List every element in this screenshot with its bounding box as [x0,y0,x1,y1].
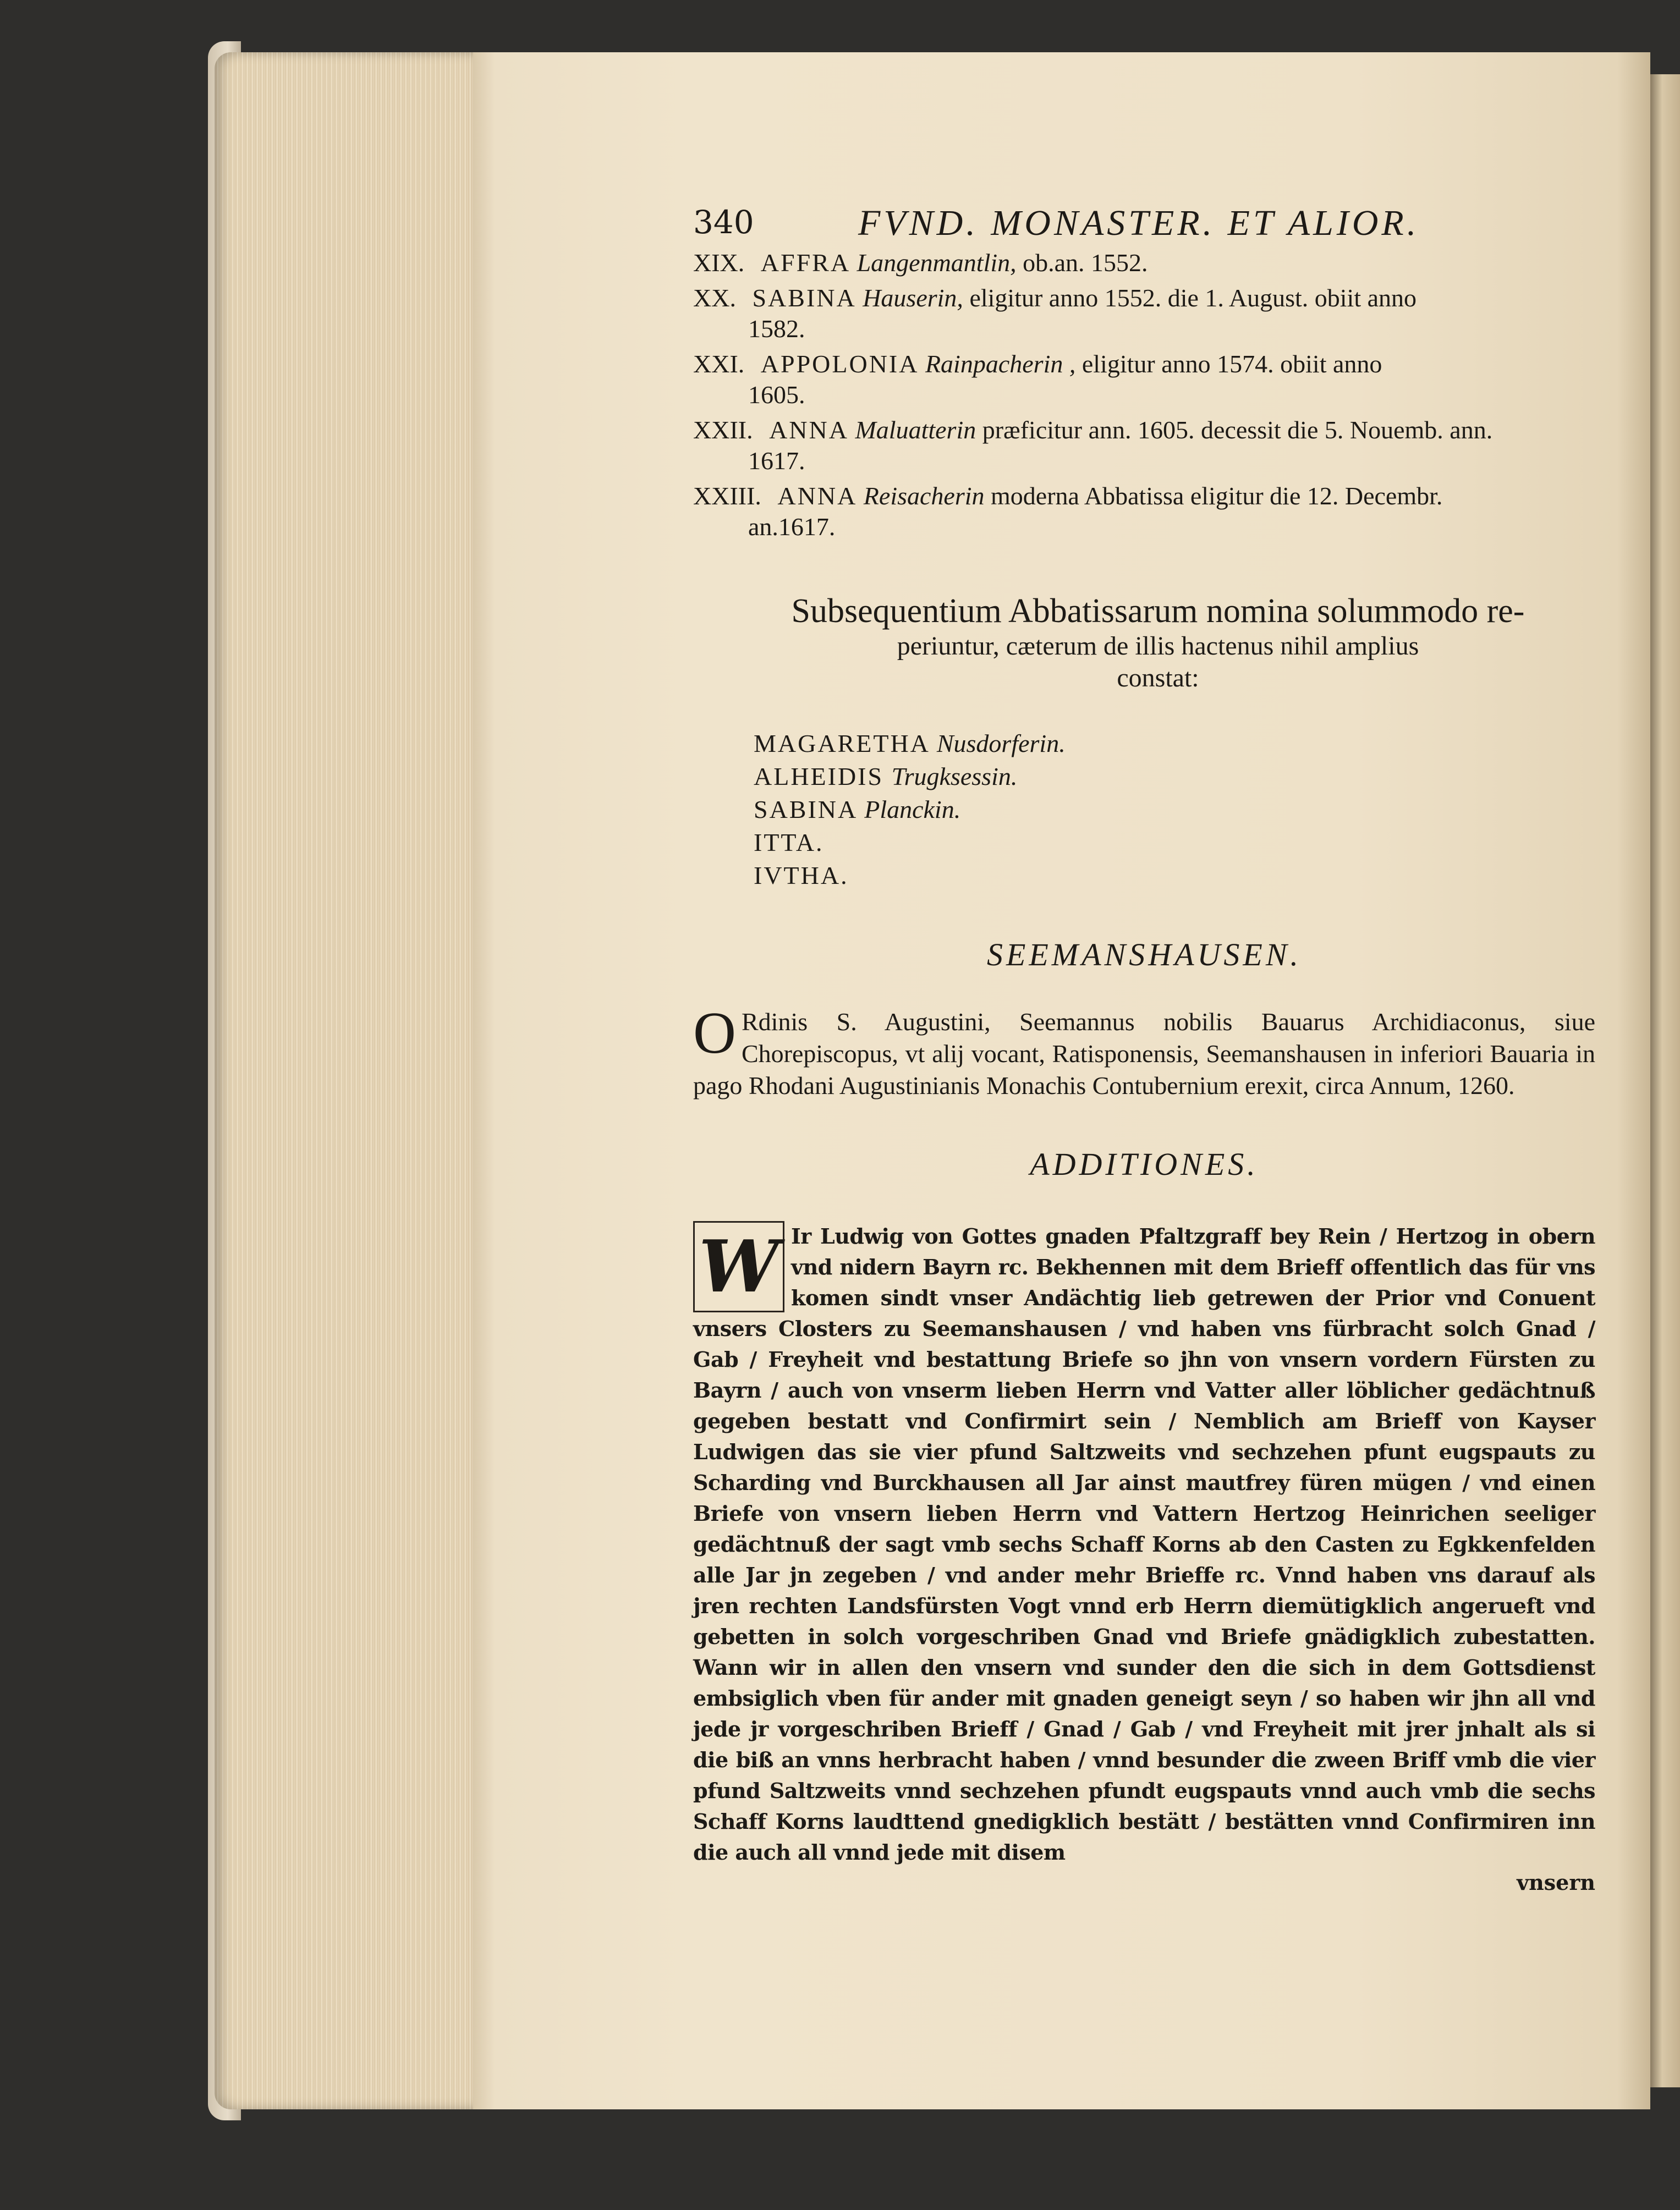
abbess-text: præficitur ann. 1605. decessit die 5. Nouemb. ann. [982,416,1493,444]
additiones-heading: ADDITIONES. [1030,1146,1259,1182]
abbess-surname: Langenmantlin, [857,249,1017,277]
abbess-name: ANNA [777,482,858,510]
abbess-name: MAGARETHA [754,729,929,757]
page-number: 340 [693,204,754,241]
abbess-surname: Rainpacherin , [925,350,1076,378]
catchword: vnsern [1517,1870,1595,1895]
section-heading-line: Subsequentium Abbatissarum nomina solummodo re- [791,592,1525,630]
abbess-list [693,248,1595,542]
abbess-text-continued: 1605. [748,381,805,409]
abbess-numeral: XIX. [693,249,745,277]
page-block-edge [215,52,473,2109]
list-item [754,826,1595,859]
seemanshausen-heading: SEEMANSHAUSEN. [986,937,1302,972]
abbess-text: eligitur anno 1552. die 1. August. obiit anno [969,284,1417,312]
drop-cap: O [693,1000,736,1066]
abbess-surname: Reisacherin [863,482,985,510]
abbess-name: ALHEIDIS [754,762,884,790]
abbess-name: AFFRA [760,249,851,277]
abbess-name: SABINA [754,795,857,823]
abbess-surname: Nusdorferin. [936,729,1066,757]
names-list [754,727,1595,892]
abbess-text-continued: an.1617. [748,513,836,541]
facing-page-edge [1650,74,1680,2087]
list-item [693,283,1595,344]
abbess-name: ANNA [769,416,849,444]
list-item [754,760,1595,793]
abbess-text-continued: 1582. [748,315,805,343]
list-item [693,415,1595,476]
abbess-name: IVTHA. [754,861,849,889]
abbess-numeral: XX. [693,284,736,312]
section-heading [754,592,1562,694]
abbess-name: ITTA. [754,828,824,856]
list-item [693,349,1595,410]
list-item [754,859,1595,892]
abbess-text: eligitur anno 1574. obiit anno [1081,350,1382,378]
page-content [693,198,1595,1895]
abbess-numeral: XXII. [693,416,753,444]
list-item [693,248,1595,278]
section-heading-line: periuntur, cæterum de illis hactenus nihil amplius [897,631,1419,661]
running-head-title: FVND. MONASTER. ET ALIOR. [858,203,1420,243]
abbess-numeral: XXI. [693,350,745,378]
abbess-surname: Hauserin, [863,284,963,312]
abbess-text-continued: 1617. [748,447,805,475]
list-item [754,793,1595,826]
abbess-surname: Planckin. [864,795,961,823]
list-item [693,481,1595,542]
abbess-text: moderna Abbatissa eligitur die 12. Decembr. [991,482,1443,510]
abbess-numeral: XXIII. [693,482,761,510]
abbess-name: SABINA [752,284,857,312]
paragraph-text: Ir Ludwig von Gottes gnaden Pfaltzgraff bey Rein / Hertzog in obern vnd nidern Bayrn rc. Bekhennen mit dem Brieff offentlich das für vns komen sindt vnser Andächtig lieb getrewen der Prior vnd Conuent vnsers Closters zu Seemanshausen / vnd haben vns fürbracht solch Gnad / Gab / Freyheit vnd bestattung Briefe so jhn von vnsern vordern Fürsten zu Bayrn / auch von vnserm lieben Herrn vnd Vatter aller löblicher gedächtnuß gegeben bestatt vnd Confirmirt sein / Nemblich am Brieff von Kayser Ludwigen das sie vier pfund Saltzweits vnd sechzehen pfunt eugspauts zu Scharding vnd Burckhausen all Jar ainst mautfrey füren mügen / vnd einen Briefe von vnsern lieben Herrn vnd Vattern Hertzog Heinrichen seeliger gedächtnuß der sagt vmb sechs Schaff Korns ab den Casten zu Egkkenfelden alle Jar jn zegeben / vnd ander mehr Brieffe rc. Vnnd haben vns darauf als jren rechten Landsfürsten Vogt vnnd erb Herrn diemütigklich angerueft vnd gebetten in solch vorgeschriben Gnad vnd Briefe gnädigklich zubestatten. Wann wir in allen den vnsern vnd sunder den die sich in dem Gottsdienst embsiglich vben für ander mit gnaden geneigt seyn / so haben wir jhn all vnd jede jr vorgeschriben Brieff / Gnad / Gab / vnd Freyheit mit jrer jnhalt als si die biß an vnns herbracht haben / vnnd besunder die zween Briff vmb die vier pfund Saltzweits vnnd sechzehen pfundt eugspauts vnnd auch vmb die sechs Schaff Korns laudttend gnedigklich bestätt / bestätten vnnd Confirmiren inn die auch all vnnd jede mit disem [693,1224,1595,1865]
section-heading-line: constat: [1117,663,1199,692]
decorated-initial: W [693,1221,784,1312]
paragraph-text: Rdinis S. Augustini, Seemannus nobilis Bauarus Archidiaconus, siue Chorepiscopus, vt alij vocant, Ratisponensis, Seemanshausen in inferiori Bauaria in pago Rhodani Augustinianis Monachis Contubernium erexit, circa Annum, 1260. [693,1008,1595,1099]
abbess-name: APPOLONIA [760,350,919,378]
list-item [754,727,1595,760]
abbess-surname: Trugksessin. [891,762,1018,790]
additiones-paragraph [693,1221,1595,1868]
abbess-surname: Maluatterin [855,416,976,444]
seemanshausen-paragraph [693,1000,1595,1102]
running-head [693,198,1595,248]
abbess-text: ob.an. 1552. [1023,249,1148,277]
